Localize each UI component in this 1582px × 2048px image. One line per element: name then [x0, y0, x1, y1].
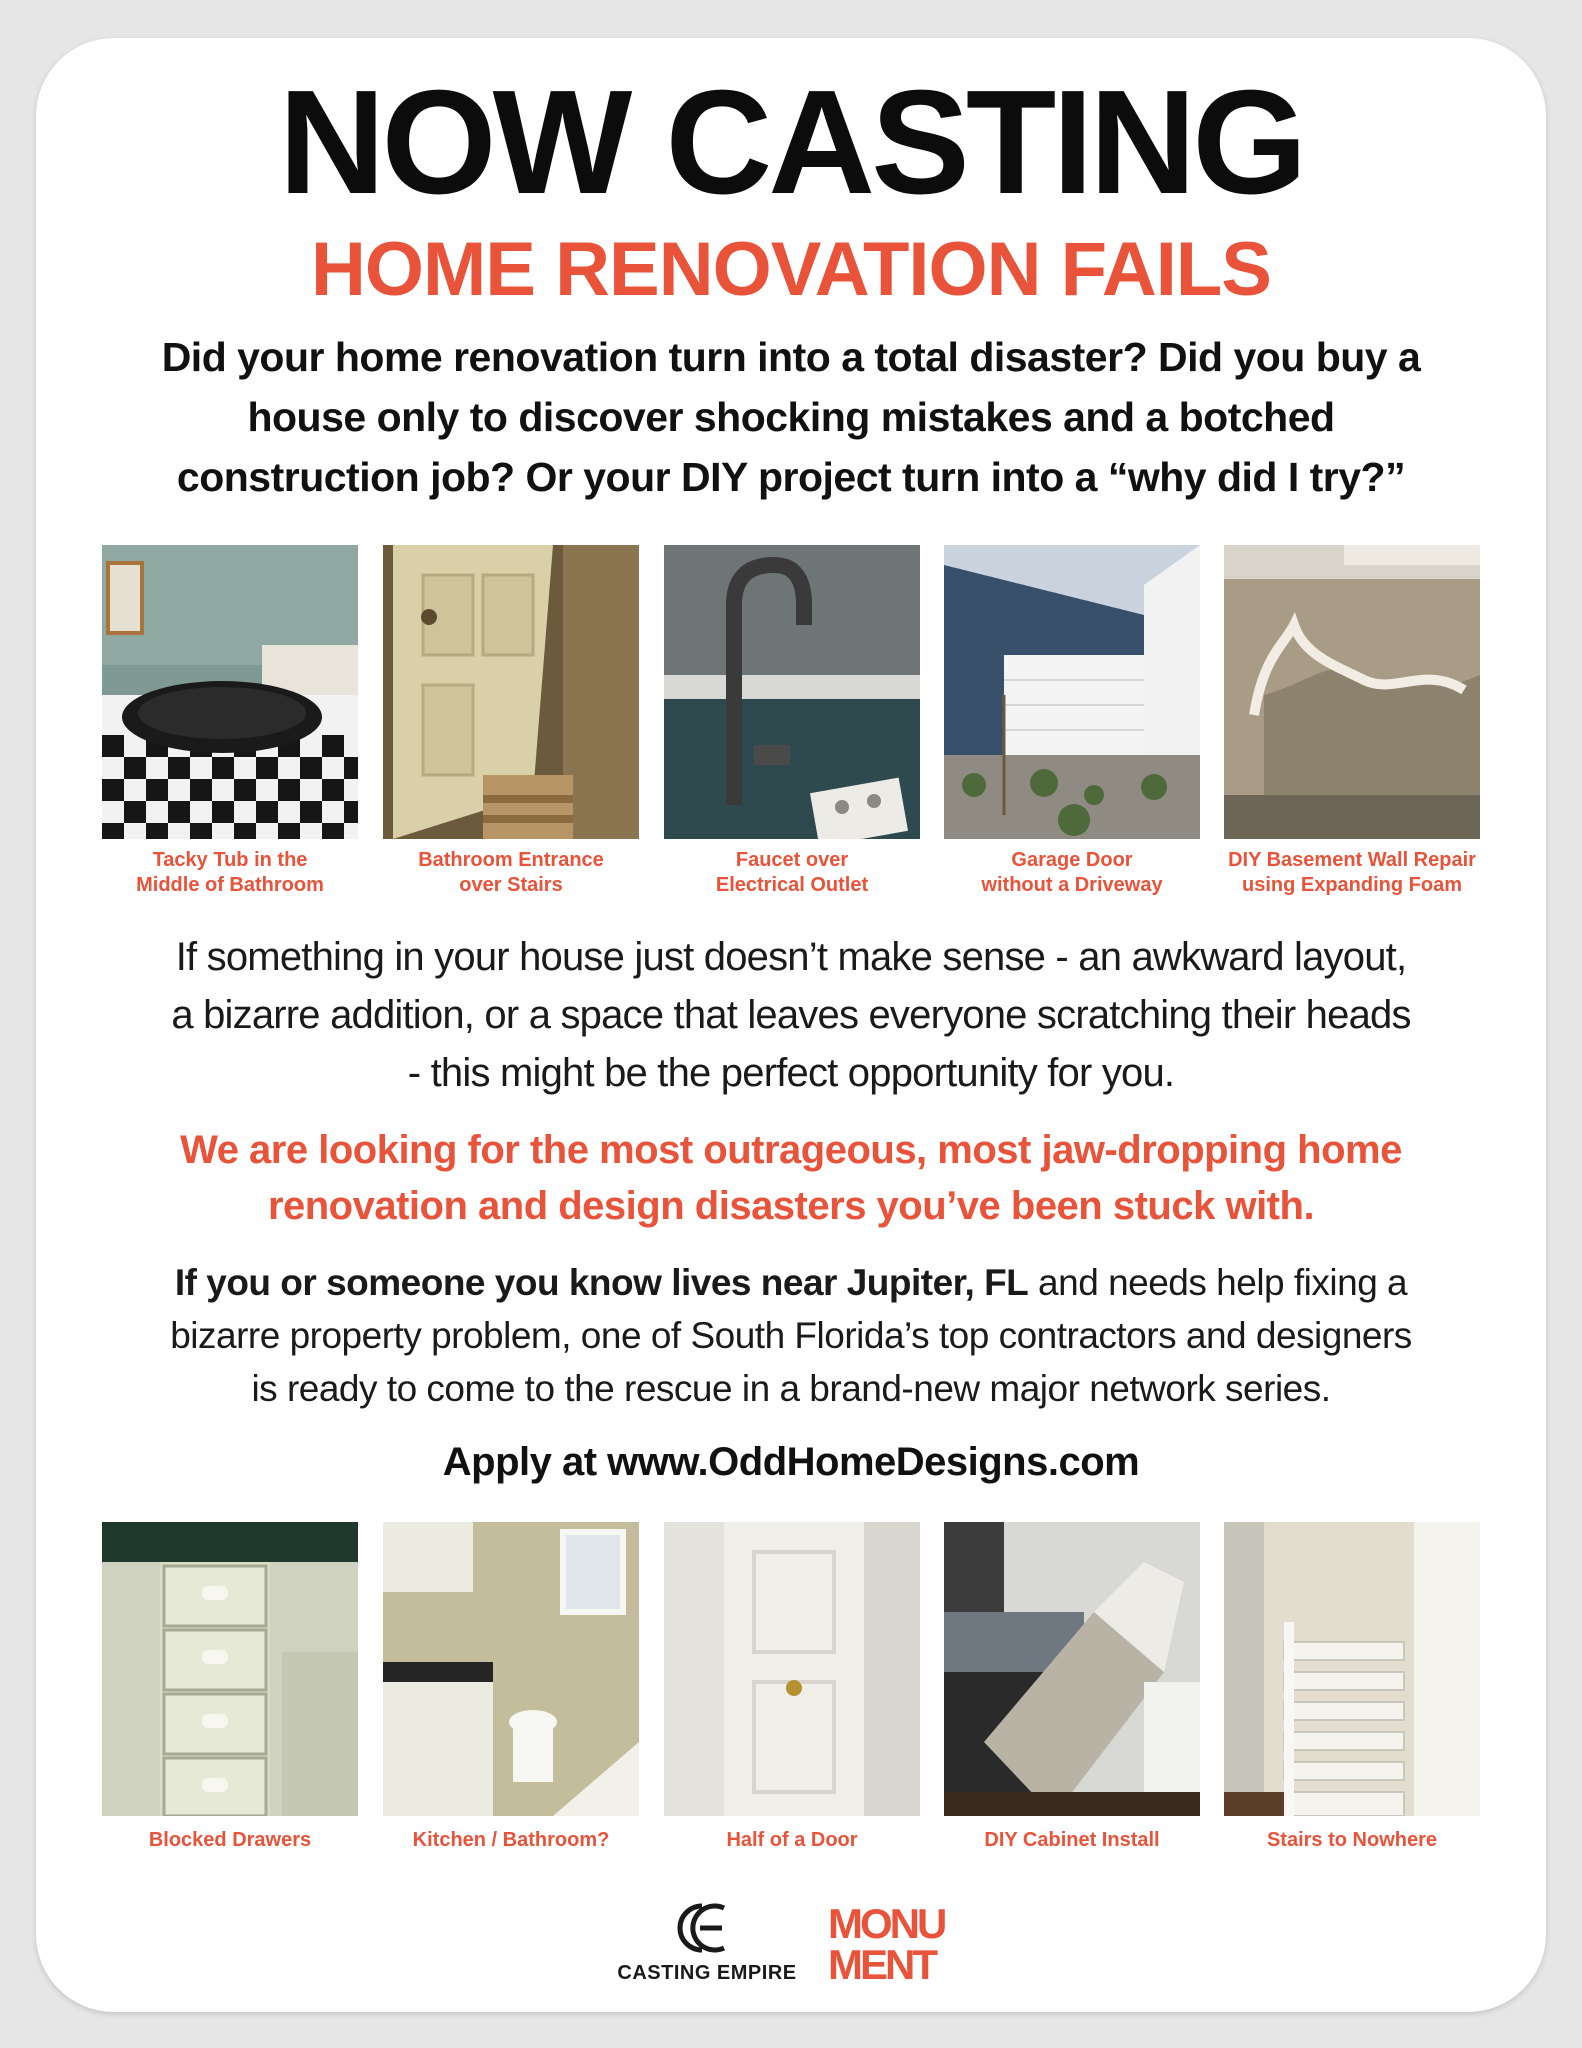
photo-tile	[664, 1522, 920, 1851]
photo-tacky-tub	[102, 545, 358, 839]
photo-tile	[102, 545, 358, 896]
photo-caption: Garage Door without a Driveway	[981, 849, 1163, 896]
casting-empire-wordmark: CASTING EMPIRE	[617, 1962, 797, 1984]
photo-tile	[944, 1522, 1200, 1851]
highlight-text: We are looking for the most outrageous, most jaw-dropping home renovation and design disasters you’ve been stuck with.	[180, 1128, 1402, 1228]
photo-tile	[1224, 545, 1480, 896]
photo-tile	[1224, 1522, 1480, 1851]
photo-garage-no-driveway	[944, 545, 1200, 839]
photo-caption: Bathroom Entrance over Stairs	[418, 849, 604, 896]
photo-tile	[944, 545, 1200, 896]
photo-tile	[664, 545, 920, 896]
photo-tile	[383, 545, 639, 896]
bottom-photo-row	[102, 1522, 1482, 1851]
photo-caption: DIY Cabinet Install	[984, 1829, 1160, 1851]
monument-wordmark-line1: MONU	[828, 1900, 945, 1947]
headline-title: NOW CASTING	[278, 60, 1304, 225]
details-rest: and needs help fixing a bizarre property problem, one of South Florida’s top contractors and designers is ready to come to the rescue in a brand-new major network series.	[170, 1262, 1412, 1409]
photo-kitchen-bathroom	[383, 1522, 639, 1816]
photo-half-door	[664, 1522, 920, 1816]
photo-bathroom-stairs	[383, 545, 639, 839]
casting-empire-mark-icon	[670, 1898, 740, 1958]
casting-empire-logo	[600, 1898, 814, 1998]
top-photo-row	[102, 545, 1482, 896]
details-bold: If you or someone you know lives near Jupiter, FL	[174, 1262, 1029, 1303]
photo-caption: Tacky Tub in the Middle of Bathroom	[136, 849, 324, 896]
photo-caption: Blocked Drawers	[148, 1829, 312, 1851]
photo-blocked-drawers	[102, 1522, 358, 1816]
photo-faucet-outlet	[664, 545, 920, 839]
monument-wordmark-line2: MENT	[828, 1941, 935, 1988]
photo-caption: Stairs to Nowhere	[1266, 1829, 1438, 1851]
photo-caption: DIY Basement Wall Repair using Expanding Foam	[1228, 849, 1476, 896]
photo-tile	[383, 1522, 639, 1851]
details-text	[160, 1256, 1422, 1415]
photo-tile	[102, 1522, 358, 1851]
intro-text: Did your home renovation turn into a total disaster? Did you buy a house only to discover shocking mistakes and a botched construction job? Or your DIY project turn into a “why did I try?”	[161, 334, 1421, 500]
photo-stairs-nowhere	[1224, 1522, 1480, 1816]
monument-logo	[828, 1900, 972, 1988]
photo-caption: Half of a Door	[726, 1829, 858, 1851]
photo-caption: Kitchen / Bathroom?	[412, 1829, 610, 1851]
photo-foam-wall	[1224, 545, 1480, 839]
headline-subtitle: HOME RENOVATION FAILS	[311, 227, 1271, 312]
photo-caption: Faucet over Electrical Outlet	[715, 849, 869, 896]
apply-link[interactable]: Apply at www.OddHomeDesigns.com	[442, 1440, 1140, 1484]
body-paragraph: If something in your house just doesn’t make sense - an awkward layout, a bizarre addition, or a space that leaves everyone scratching their heads - this might be the perfect opportunity for you.	[171, 935, 1411, 1095]
photo-cabinet-install	[944, 1522, 1200, 1816]
